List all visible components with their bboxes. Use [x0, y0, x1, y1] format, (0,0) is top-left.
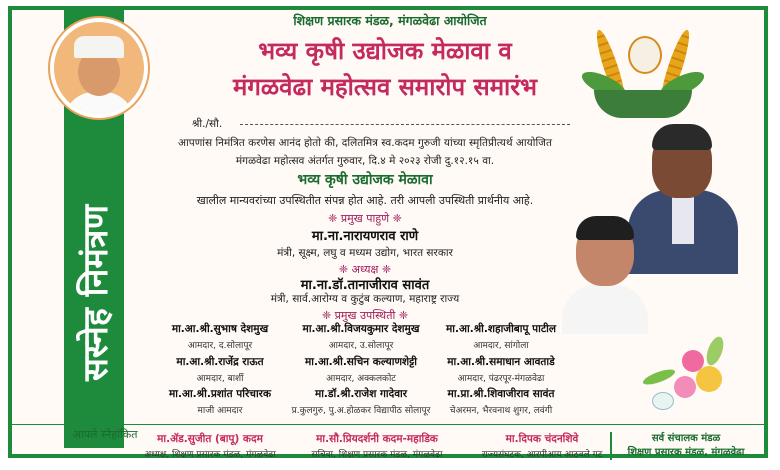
- invitation-text-line2: मंगळवेढा महोत्सव अंतर्गत गुरुवार, दि.४ मे २०२३ रोजी दु.१२.१५ वा.: [235, 155, 495, 167]
- signatory-role: अध्यक्ष, शिक्षण प्रसारक मंडळ, मंगळवेढा: [144, 450, 276, 460]
- footer-divider: [12, 424, 764, 425]
- guest-name: मा.डॉ.श्री.राजेश गादेवार: [314, 388, 408, 400]
- board-line2: शिक्षण प्रसारक मंडळ, मंगळवेढा: [627, 447, 745, 458]
- chief-guest-name: मा.ना.नारायणराव राणे: [311, 229, 419, 244]
- side-banner-text: सस्नेह निमंत्रण: [76, 204, 116, 382]
- guest-role: माजी आमदार: [197, 406, 243, 416]
- founder-portrait: [50, 18, 148, 118]
- signatory-name: मा.ॲड.सुजीत (बापू) कदम: [157, 433, 263, 445]
- guest-name: मा.आ.श्री.सुभाष देशमुख: [171, 323, 269, 335]
- guest-name: मा.आ.श्री.राजेंद्र राऊत: [176, 356, 264, 368]
- guest-name: मा.आ.श्री.समाधान आवताडे: [447, 356, 555, 368]
- guest-role: आमदार, अक्कलकोट: [326, 374, 396, 384]
- footer-board: [610, 432, 760, 460]
- guest-role: आमदार, बार्शी: [196, 374, 244, 384]
- guest-role: आमदार, उ.सोलापूर: [328, 341, 394, 351]
- guest-role: आमदार, पंढरपूर-मंगळवेढा: [457, 374, 545, 384]
- event-title-line1: भव्य कृषी उद्योजक मेळावा व: [258, 37, 512, 65]
- footer-regards: आपले स्नेहांकित: [72, 428, 138, 441]
- guest-role: आमदार, द.सोलापूर: [187, 341, 253, 351]
- guest-role: चेअरमन, भैरवनाथ शुगर, लवंगी: [449, 406, 553, 416]
- guest-role: प्र.कुलगुरु, पु.अ.होळकर विद्यापीठ सोलापूर: [291, 406, 431, 416]
- guest-name: मा.आ.श्री.प्रशांत परिचारक: [168, 388, 272, 400]
- presence-heading: ❈ प्रमुख उपस्थिती ❈: [321, 309, 409, 322]
- president-portrait: [562, 214, 648, 334]
- guest-role: आमदार, सांगोला: [473, 341, 529, 351]
- guest-name: मा.प्रा.श्री.शिवाजीराव सावंत: [447, 388, 555, 400]
- invite-line: खालील मान्यवरांच्या उपस्थितीत संपन्न होत आहे. तरी आपली उपस्थिती प्रार्थनीय आहे.: [196, 194, 534, 207]
- organization-logo: [578, 16, 708, 124]
- salutation: श्री./सौ.: [192, 118, 223, 130]
- event-title-line2: मंगळवेढा महोत्सव समारोप समारंभ: [233, 73, 537, 101]
- board-line1: सर्व संचालक मंडळ: [651, 433, 721, 444]
- name-blank-line: [240, 124, 570, 125]
- president-name: मा.ना.डॉ.तानाजीराव सावंत: [300, 278, 430, 293]
- flower-decoration: [622, 322, 732, 412]
- chief-guest-role: मंत्री, सूक्ष्म, लघु व मध्यम उद्योग, भारत सरकार: [277, 247, 453, 259]
- invitation-text-line1: आपणांस निमंत्रित करणेस आनंद होतो की, दलितमित्र स्व.कदम गुरुजी यांच्या स्मृतिप्रीत्यर्थ आयोजित: [178, 137, 552, 149]
- guest-name: मा.आ.श्री.शहाजीबापू पाटील: [446, 323, 556, 335]
- organizer-line: शिक्षण प्रसारक मंडळ, मंगळवेढा आयोजित: [293, 13, 487, 28]
- president-role: मंत्री, सार्व.आरोग्य व कुटुंब कल्याण, महाराष्ट्र राज्य: [270, 293, 460, 305]
- chief-guest-heading: ❈ प्रमुख पाहुणे ❈: [328, 212, 402, 225]
- guest-name: मा.आ.श्री.सचिन कल्याणशेट्टी: [304, 356, 418, 368]
- signatory-name: मा.सौ.प्रियदर्शनी कदम-महाडिक: [316, 433, 438, 445]
- guest-name: मा.आ.श्री.विजयकुमार देशमुख: [302, 323, 420, 335]
- event-subtitle: भव्य कृषी उद्योजक मेळावा: [297, 172, 433, 188]
- signatory-role: सचिवा, शिक्षण प्रसारक मंडळ, मंगळवेढा: [311, 450, 443, 460]
- signatory-role: राज्यसंघटक, आरपीआय आठवले गट: [481, 450, 603, 460]
- president-heading: ❈ अध्यक्ष ❈: [338, 263, 392, 276]
- signatory-name: मा.दिपक चंदनशिवे: [505, 433, 579, 445]
